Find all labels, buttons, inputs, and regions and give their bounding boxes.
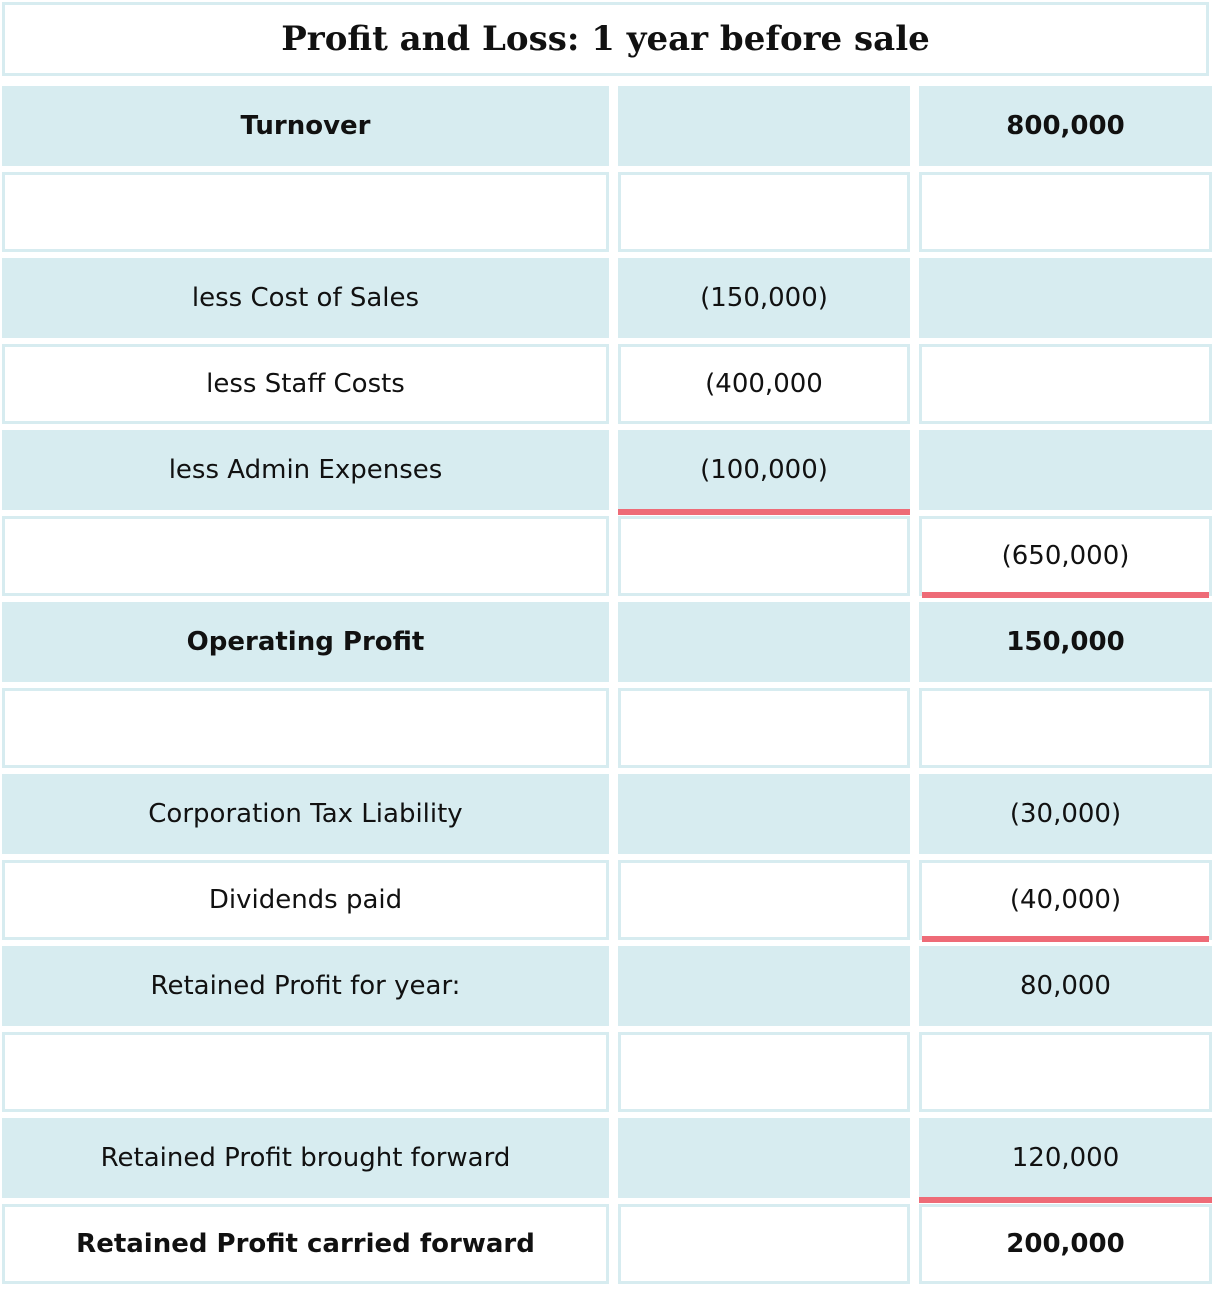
row-total [919,344,1212,424]
row-total: (40,000) [919,860,1212,940]
table-row-total-expenses [0,516,1215,602]
row-label: Corporation Tax Liability [2,774,609,854]
row-label: less Staff Costs [2,344,609,424]
row-label: Dividends paid [2,860,609,940]
table-row-blank [0,172,1215,258]
table-row-brought-forward [0,1118,1215,1204]
profit-loss-table [0,86,1215,1290]
row-total: 150,000 [919,602,1212,682]
table-title: Profit and Loss: 1 year before sale [2,2,1209,76]
row-total [919,258,1212,338]
row-label: Retained Profit carried forward [2,1204,609,1284]
row-label: Retained Profit for year: [2,946,609,1026]
row-subtotal [618,860,910,940]
row-label [2,516,609,596]
row-subtotal [618,688,910,768]
row-label: less Cost of Sales [2,258,609,338]
table-row-operating-profit [0,602,1215,688]
table-row-staff-costs [0,344,1215,430]
table-row-corporation-tax [0,774,1215,860]
row-label: Operating Profit [2,602,609,682]
row-subtotal [618,172,910,252]
row-subtotal [618,86,910,166]
row-subtotal [618,516,910,596]
row-total [919,688,1212,768]
row-label: less Admin Expenses [2,430,609,510]
row-total: 120,000 [919,1118,1212,1198]
table-row-turnover [0,86,1215,172]
table-row-admin-expenses [0,430,1215,516]
row-label [2,1032,609,1112]
row-subtotal: (150,000) [618,258,910,338]
row-total [919,430,1212,510]
row-subtotal [618,1204,910,1284]
row-subtotal [618,1118,910,1198]
row-label [2,172,609,252]
table-row-retained-profit-year [0,946,1215,1032]
row-total [919,1032,1212,1112]
row-total: (30,000) [919,774,1212,854]
row-total: 800,000 [919,86,1212,166]
table-row-dividends [0,860,1215,946]
row-subtotal [618,774,910,854]
row-label: Turnover [2,86,609,166]
table-row-blank [0,688,1215,774]
row-subtotal [618,1032,910,1112]
row-label [2,688,609,768]
row-total: 200,000 [919,1204,1212,1284]
row-label: Retained Profit brought forward [2,1118,609,1198]
row-total: (650,000) [919,516,1212,596]
row-total [919,172,1212,252]
table-row-blank [0,1032,1215,1118]
table-row-carried-forward [0,1204,1215,1290]
row-total: 80,000 [919,946,1212,1026]
table-row-cost-of-sales [0,258,1215,344]
row-subtotal: (100,000) [618,430,910,510]
row-subtotal [618,946,910,1026]
row-subtotal: (400,000 [618,344,910,424]
row-subtotal [618,602,910,682]
